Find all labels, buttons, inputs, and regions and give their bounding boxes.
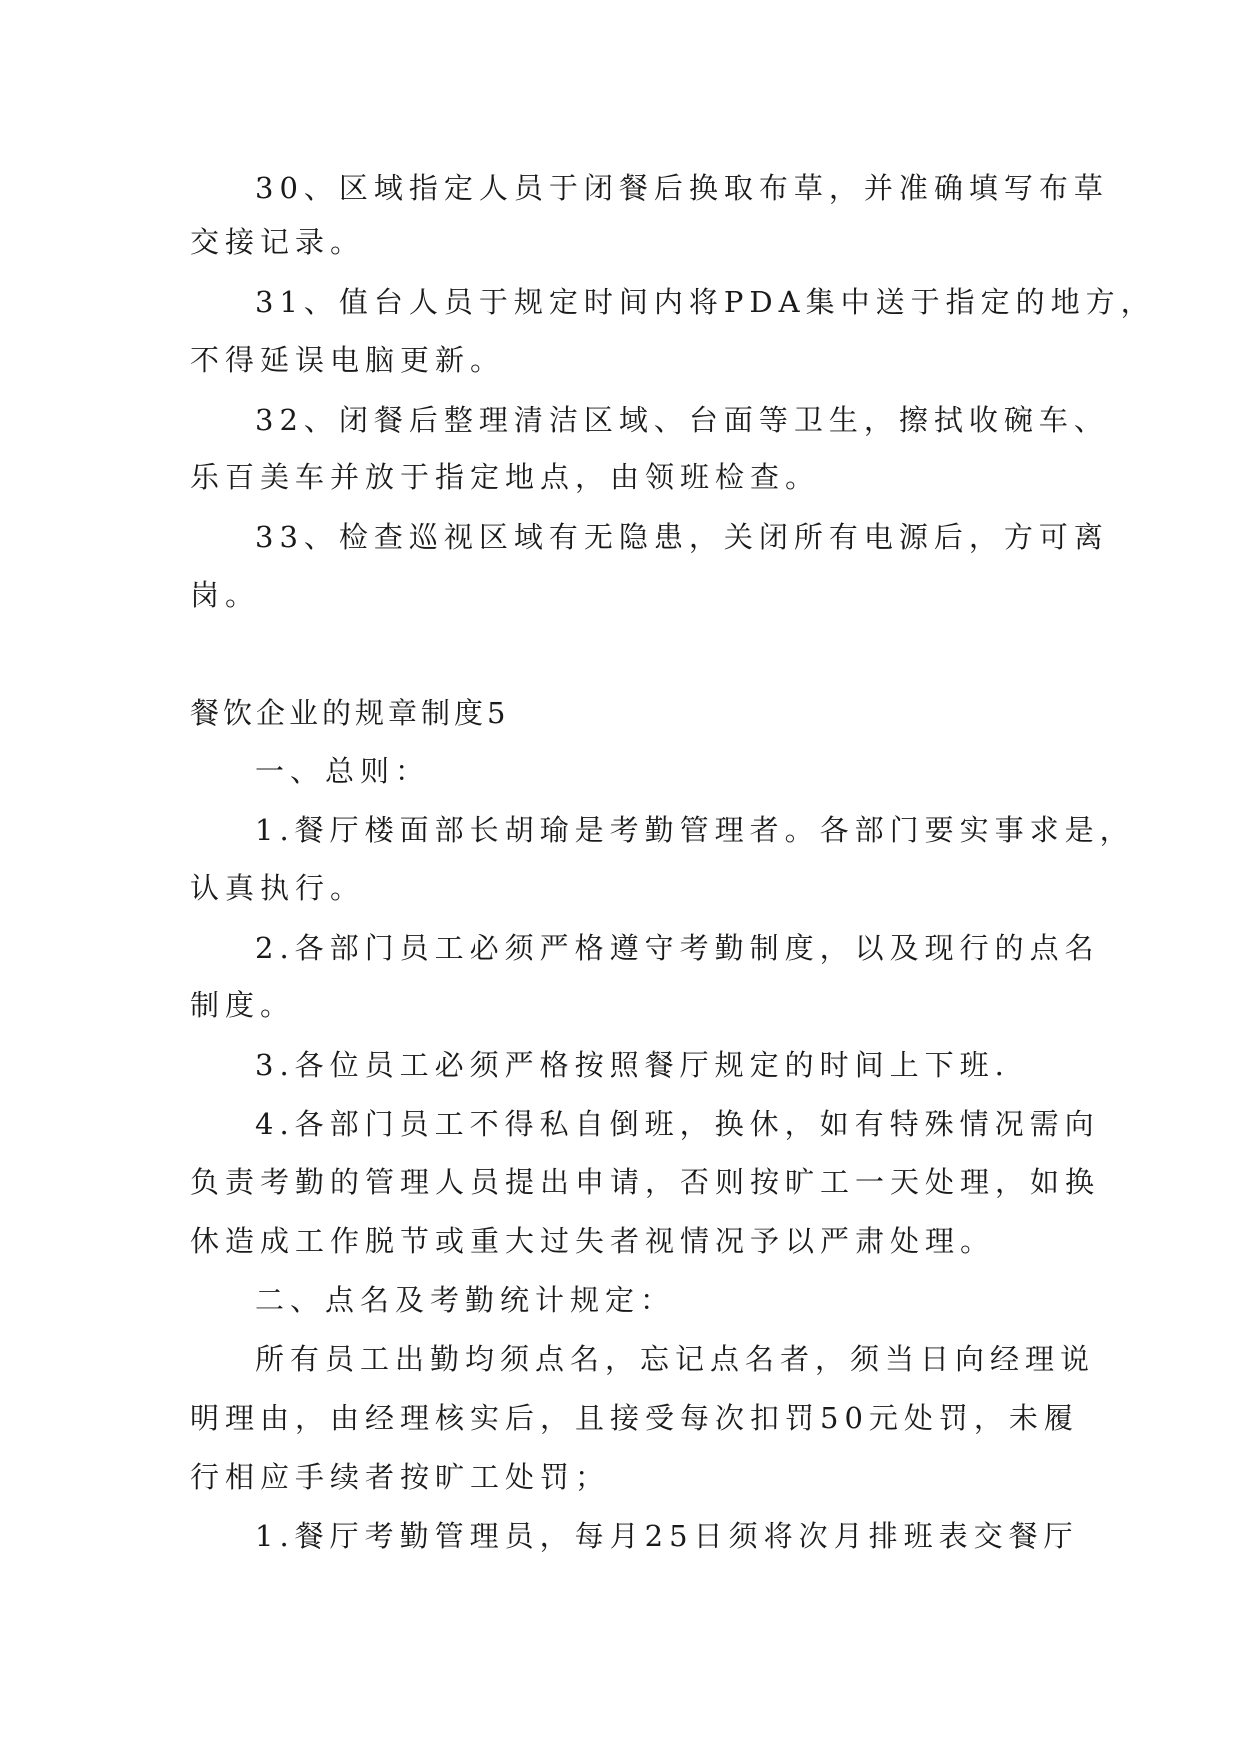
paragraph-line: 岗。	[190, 578, 261, 612]
paragraph-line: 所有员工出勤均须点名，忘记点名者，须当日向经理说	[255, 1342, 1096, 1376]
paragraph-line: 33、检查巡视区域有无隐患，关闭所有电源后，方可离	[255, 520, 1109, 554]
paragraph-line: 30、区域指定人员于闭餐后换取布草，并准确填写布草	[255, 171, 1109, 205]
paragraph-line: 1.餐厅楼面部长胡瑜是考勤管理者。各部门要实事求是，	[255, 813, 1135, 847]
paragraph-line: 31、值台人员于规定时间内将PDA集中送于指定的地方，	[255, 285, 1156, 319]
paragraph-line: 一、总则：	[255, 754, 431, 788]
paragraph-line: 2.各部门员工必须严格遵守考勤制度，以及现行的点名	[255, 931, 1100, 965]
paragraph-line: 3.各位员工必须严格按照餐厅规定的时间上下班.	[255, 1048, 1010, 1082]
paragraph-line: 认真执行。	[190, 871, 366, 905]
paragraph-line: 交接记录。	[190, 225, 366, 259]
paragraph-line: 4.各部门员工不得私自倒班，换休，如有特殊情况需向	[255, 1107, 1100, 1141]
paragraph-line: 乐百美车并放于指定地点，由领班检查。	[190, 460, 821, 494]
paragraph-line: 制度。	[190, 988, 296, 1022]
paragraph-line: 明理由，由经理核实后，且接受每次扣罚50元处罚，未履	[190, 1401, 1079, 1435]
paragraph-line: 休造成工作脱节或重大过失者视情况予以严肃处理。	[190, 1224, 996, 1258]
paragraph-line: 1.餐厅考勤管理员，每月25日须将次月排班表交餐厅	[255, 1519, 1079, 1553]
paragraph-line: 32、闭餐后整理清洁区域、台面等卫生，擦拭收碗车、	[255, 403, 1109, 437]
section-heading: 餐饮企业的规章制度5	[190, 696, 510, 730]
paragraph-line: 行相应手续者按旷工处罚；	[190, 1460, 611, 1494]
paragraph-line: 不得延误电脑更新。	[190, 343, 506, 377]
paragraph-line: 负责考勤的管理人员提出申请，否则按旷工一天处理，如换	[190, 1165, 1101, 1199]
paragraph-line: 二、点名及考勤统计规定：	[255, 1283, 676, 1317]
